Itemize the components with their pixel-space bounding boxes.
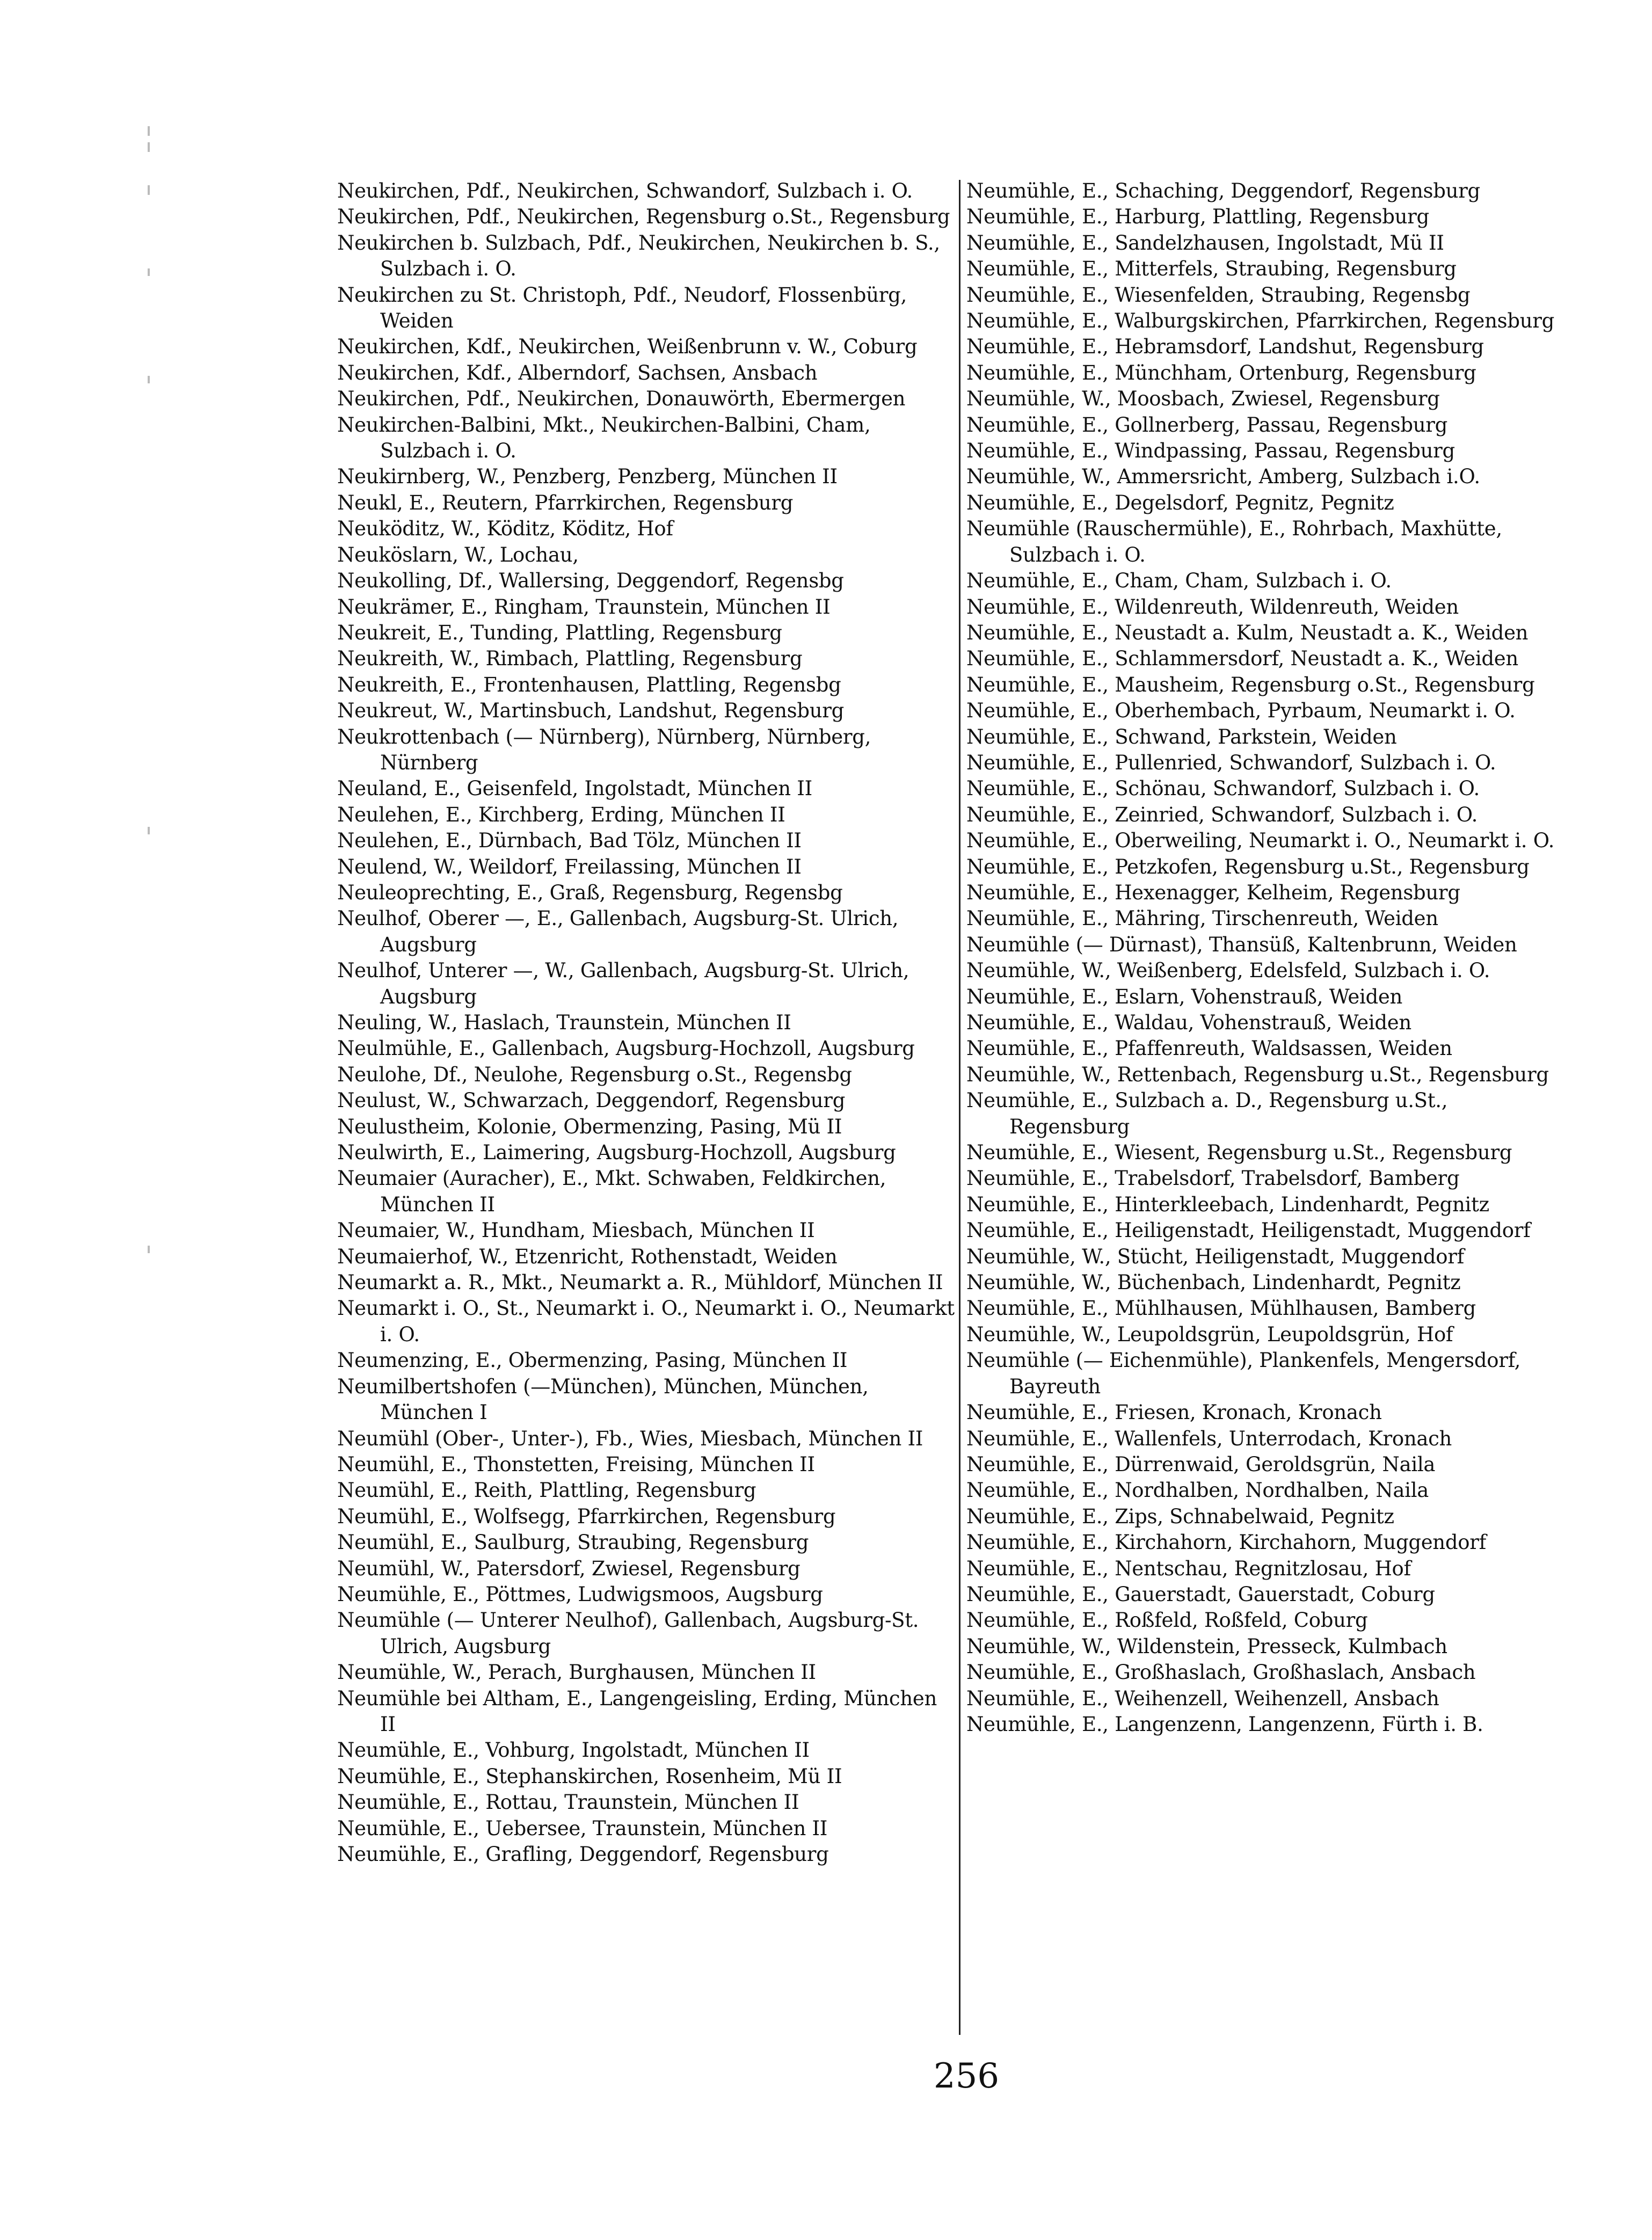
gazetteer-entry: Neumühle, E., Hexenagger, Kelheim, Regensburg: [966, 881, 1460, 904]
gazetteer-entry: Neumühl, E., Thonstetten, Freising, München II: [337, 1452, 815, 1476]
gazetteer-entry: Neukreit, E., Tunding, Plattling, Regensburg: [337, 621, 782, 644]
gazetteer-entry: Neumühle, E., Zeinried, Schwandorf, Sulzbach i. O.: [966, 803, 1478, 826]
column-divider: [959, 180, 960, 2035]
gazetteer-entry: Neulend, W., Weildorf, Freilassing, München II: [337, 855, 802, 878]
right-column: [966, 178, 1573, 1737]
gazetteer-entry: Neulustheim, Kolonie, Obermenzing, Pasing, Mü II: [337, 1115, 842, 1138]
gazetteer-entry: Neumühle, W., Perach, Burghausen, München II: [337, 1661, 816, 1684]
gazetteer-entry: Neumühle (— Dürnast), Thansüß, Kaltenbrunn, Weiden: [966, 933, 1517, 956]
gazetteer-entry: Neumühle, E., Wildenreuth, Wildenreuth, Weiden: [966, 595, 1459, 619]
gazetteer-entry: Neukirchen zu St. Christoph, Pdf., Neudorf, Flossenbürg, Weiden: [337, 283, 907, 333]
gazetteer-entry: Neumühle, E., Oberhembach, Pyrbaum, Neumarkt i. O.: [966, 699, 1516, 723]
gazetteer-entry: Neumenzing, E., Obermenzing, Pasing, München II: [337, 1349, 848, 1372]
gazetteer-entry: Neumühle, E., Friesen, Kronach, Kronach: [966, 1401, 1382, 1424]
gazetteer-entry: Neumühle, E., Nordhalben, Nordhalben, Naila: [966, 1479, 1429, 1502]
gazetteer-entry: Neuland, E., Geisenfeld, Ingolstadt, München II: [337, 777, 812, 801]
gazetteer-entry: Neumühle, W., Stücht, Heiligenstadt, Muggendorf: [966, 1245, 1465, 1268]
gazetteer-entry: Neulmühle, E., Gallenbach, Augsburg-Hochzoll, Augsburg: [337, 1037, 915, 1060]
gazetteer-entry: Neulehen, E., Kirchberg, Erding, München II: [337, 803, 785, 826]
gazetteer-entry: Neumühle, E., Vohburg, Ingolstadt, München II: [337, 1739, 810, 1762]
gazetteer-entry: Neumühl, W., Patersdorf, Zwiesel, Regensburg: [337, 1557, 800, 1580]
gazetteer-entry: Neumühle, E., Oberweiling, Neumarkt i. O., Neumarkt i. O.: [966, 829, 1555, 853]
gazetteer-entry: Neumühle, E., Rottau, Traunstein, München II: [337, 1791, 799, 1814]
gazetteer-entry: Neumühle, E., Dürrenwaid, Geroldsgrün, Naila: [966, 1452, 1436, 1476]
gazetteer-entry: Neumühle, W., Büchenbach, Lindenhardt, Pegnitz: [966, 1271, 1461, 1294]
margin-mark: [148, 142, 150, 152]
gazetteer-entry: Neulhof, Unterer —, W., Gallenbach, Augsburg-St. Ulrich, Augsburg: [337, 959, 909, 1008]
gazetteer-entry: Neumühle, E., Waldau, Vohenstrauß, Weiden: [966, 1011, 1411, 1034]
gazetteer-entry: Neumühle, E., Roßfeld, Roßfeld, Coburg: [966, 1609, 1368, 1632]
margin-mark: [148, 1246, 150, 1253]
gazetteer-entry: Neumühle, E., Neustadt a. Kulm, Neustadt a. K., Weiden: [966, 621, 1529, 644]
gazetteer-entry: Neumühle, E., Schaching, Deggendorf, Regensburg: [966, 179, 1480, 202]
gazetteer-entry: Neumühle, E., Pullenried, Schwandorf, Sulzbach i. O.: [966, 751, 1496, 774]
gazetteer-entry: Neumühle, E., Münchham, Ortenburg, Regensburg: [966, 361, 1476, 384]
gazetteer-entry: Neumühle, E., Trabelsdorf, Trabelsdorf, Bamberg: [966, 1167, 1460, 1190]
gazetteer-entry: Neumühle, E., Wiesenfelden, Straubing, Regensbg: [966, 283, 1471, 307]
gazetteer-entry: Neumühle, E., Heiligenstadt, Heiligenstadt, Muggendorf: [966, 1219, 1531, 1242]
gazetteer-entry: Neulhof, Oberer —, E., Gallenbach, Augsburg-St. Ulrich, Augsburg: [337, 907, 899, 956]
gazetteer-entry: Neumühle, E., Gauerstadt, Gauerstadt, Coburg: [966, 1582, 1435, 1606]
gazetteer-entry: Neumilbertshofen (—München), München, München, München I: [337, 1374, 869, 1424]
gazetteer-entry: Neukirchen, Kdf., Alberndorf, Sachsen, Ansbach: [337, 361, 818, 384]
gazetteer-entry: Neumaierhof, W., Etzenricht, Rothenstadt, Weiden: [337, 1245, 838, 1268]
gazetteer-entry: Neumühle, E., Stephanskirchen, Rosenheim, Mü II: [337, 1764, 842, 1788]
gazetteer-entry: Neuköditz, W., Köditz, Köditz, Hof: [337, 517, 673, 541]
gazetteer-entry: Neumühle, W., Ammersricht, Amberg, Sulzbach i.O.: [966, 465, 1480, 489]
gazetteer-entry: Neumühle, W., Moosbach, Zwiesel, Regensburg: [966, 387, 1440, 411]
gazetteer-entry: Neuling, W., Haslach, Traunstein, München II: [337, 1011, 791, 1034]
gazetteer-entry: Neumühle, E., Grafling, Deggendorf, Regensburg: [337, 1843, 829, 1866]
gazetteer-entry: Neulehen, E., Dürnbach, Bad Tölz, München II: [337, 829, 802, 853]
gazetteer-entry: Neumühle, E., Schwand, Parkstein, Weiden: [966, 725, 1397, 748]
gazetteer-entry: Neumühle, W., Wildenstein, Presseck, Kulmbach: [966, 1634, 1447, 1658]
gazetteer-entry: Neumühle, E., Wallenfels, Unterrodach, Kronach: [966, 1427, 1452, 1450]
gazetteer-entry: Neumühle, E., Langenzenn, Langenzenn, Fürth i. B.: [966, 1712, 1483, 1736]
gazetteer-entry: Neumühle, E., Zips, Schnabelwaid, Pegnitz: [966, 1504, 1394, 1528]
gazetteer-entry: Neumühle, E., Wiesent, Regensburg u.St., Regensburg: [966, 1141, 1512, 1165]
gazetteer-entry: Neukirchen, Pdf., Neukirchen, Regensburg o.St., Regensburg: [337, 205, 950, 229]
gazetteer-entry: Neumühle, E., Pöttmes, Ludwigsmoos, Augsburg: [337, 1582, 823, 1606]
gazetteer-entry: Neumühle, E., Nentschau, Regnitzlosau, Hof: [966, 1557, 1411, 1580]
gazetteer-entry: Neukreith, E., Frontenhausen, Plattling, Regensbg: [337, 673, 841, 696]
gazetteer-entry: Neumühle, E., Mühlhausen, Mühlhausen, Bamberg: [966, 1297, 1476, 1320]
gazetteer-entry: Neumaier, W., Hundham, Miesbach, München II: [337, 1219, 815, 1242]
gazetteer-entry: Neumühl, E., Reith, Plattling, Regensburg: [337, 1479, 756, 1502]
gazetteer-entry: Neumühl, E., Wolfsegg, Pfarrkirchen, Regensburg: [337, 1504, 836, 1528]
gazetteer-entry: Neumarkt i. O., St., Neumarkt i. O., Neumarkt i. O., Neumarkt i. O.: [337, 1297, 955, 1346]
gazetteer-entry: Neumühle bei Altham, E., Langengeisling, Erding, München II: [337, 1686, 937, 1736]
gazetteer-entry: Neumühl, E., Saulburg, Straubing, Regensburg: [337, 1531, 809, 1554]
margin-mark: [148, 268, 150, 276]
gazetteer-entry: Neumühle, E., Schönau, Schwandorf, Sulzbach i. O.: [966, 777, 1480, 801]
gazetteer-entry: Neumühle, W., Leupoldsgrün, Leupoldsgrün, Hof: [966, 1322, 1453, 1346]
gazetteer-entry: Neumühle, E., Hebramsdorf, Landshut, Regensburg: [966, 335, 1484, 359]
gazetteer-entry: Neuleoprechting, E., Graß, Regensburg, Regensbg: [337, 881, 843, 904]
gazetteer-entry: Neumühle, E., Eslarn, Vohenstrauß, Weiden: [966, 985, 1402, 1008]
gazetteer-entry: Neumühle, E., Kirchahorn, Kirchahorn, Muggendorf: [966, 1531, 1486, 1554]
left-column: [337, 178, 955, 1867]
gazetteer-entry: Neumühle, E., Sandelzhausen, Ingolstadt, Mü II: [966, 231, 1444, 254]
gazetteer-entry: Neumühle, W., Rettenbach, Regensburg u.St., Regensburg: [966, 1063, 1549, 1086]
gazetteer-entry: Neumühle, E., Mähring, Tirschenreuth, Weiden: [966, 907, 1438, 930]
gazetteer-entry: Neukreut, W., Martinsbuch, Landshut, Regensburg: [337, 699, 845, 723]
gazetteer-entry: Neulohe, Df., Neulohe, Regensburg o.St., Regensbg: [337, 1063, 852, 1086]
gazetteer-entry: Neumarkt a. R., Mkt., Neumarkt a. R., Mühldorf, München II: [337, 1271, 943, 1294]
gazetteer-entry: Neukreith, W., Rimbach, Plattling, Regensburg: [337, 647, 803, 671]
gazetteer-entry: Neumühle, E., Uebersee, Traunstein, München II: [337, 1816, 828, 1840]
gazetteer-entry: Neumühle, E., Großhaslach, Großhaslach, Ansbach: [966, 1661, 1476, 1684]
gazetteer-entry: Neukirchen b. Sulzbach, Pdf., Neukirchen, Neukirchen b. S., Sulzbach i. O.: [337, 231, 940, 281]
gazetteer-entry: Neumühle, E., Mausheim, Regensburg o.St., Regensburg: [966, 673, 1535, 696]
gazetteer-entry: Neumühle, E., Pfaffenreuth, Waldsassen, Weiden: [966, 1037, 1452, 1060]
gazetteer-entry: Neuköslarn, W., Lochau,: [337, 543, 579, 566]
gazetteer-entry: Neulwirth, E., Laimering, Augsburg-Hochzoll, Augsburg: [337, 1141, 896, 1165]
margin-mark: [148, 376, 150, 383]
gazetteer-entry: Neumühle, E., Weihenzell, Weihenzell, Ansbach: [966, 1686, 1439, 1710]
gazetteer-entry: Neumaier (Auracher), E., Mkt. Schwaben, Feldkirchen, München II: [337, 1167, 886, 1216]
margin-mark: [148, 827, 150, 834]
gazetteer-entry: Neukolling, Df., Wallersing, Deggendorf, Regensbg: [337, 569, 844, 593]
gazetteer-entry: Neumühle, E., Schlammersdorf, Neustadt a. K., Weiden: [966, 647, 1518, 671]
gazetteer-entry: Neumühle, E., Hinterkleebach, Lindenhardt, Pegnitz: [966, 1192, 1489, 1216]
gazetteer-entry: Neukirchen, Pdf., Neukirchen, Schwandorf, Sulzbach i. O.: [337, 179, 913, 202]
gazetteer-entry: Neumühle (Rauschermühle), E., Rohrbach, Maxhütte, Sulzbach i. O.: [966, 517, 1502, 566]
gazetteer-entry: Neumühle, E., Petzkofen, Regensburg u.St., Regensburg: [966, 855, 1530, 878]
gazetteer-entry: Neulust, W., Schwarzach, Deggendorf, Regensburg: [337, 1089, 846, 1112]
gazetteer-entry: Neukrämer, E., Ringham, Traunstein, München II: [337, 595, 831, 619]
margin-mark: [148, 126, 150, 136]
gazetteer-entry: Neumühle (— Eichenmühle), Plankenfels, Mengersdorf, Bayreuth: [966, 1349, 1521, 1398]
gazetteer-entry: Neumühle, E., Walburgskirchen, Pfarrkirchen, Regensburg: [966, 309, 1555, 333]
gazetteer-entry: Neukrottenbach (— Nürnberg), Nürnberg, Nürnberg, Nürnberg: [337, 725, 871, 774]
gazetteer-entry: Neumühle, W., Weißenberg, Edelsfeld, Sulzbach i. O.: [966, 959, 1490, 983]
gazetteer-entry: Neumühle (— Unterer Neulhof), Gallenbach, Augsburg-St. Ulrich, Augsburg: [337, 1609, 919, 1658]
gazetteer-entry: Neumühl (Ober-, Unter-), Fb., Wies, Miesbach, München II: [337, 1427, 923, 1450]
gazetteer-entry: Neukirchen-Balbini, Mkt., Neukirchen-Balbini, Cham, Sulzbach i. O.: [337, 413, 871, 463]
margin-mark: [148, 185, 150, 195]
gazetteer-entry: Neumühle, E., Windpassing, Passau, Regensburg: [966, 439, 1455, 463]
page-number: 256: [933, 2056, 1000, 2096]
gazetteer-entry: Neumühle, E., Degelsdorf, Pegnitz, Pegnitz: [966, 491, 1394, 514]
gazetteer-entry: Neukirchen, Kdf., Neukirchen, Weißenbrunn v. W., Coburg: [337, 335, 918, 359]
gazetteer-entry: Neumühle, E., Cham, Cham, Sulzbach i. O.: [966, 569, 1392, 593]
gazetteer-entry: Neumühle, E., Sulzbach a. D., Regensburg u.St., Regensburg: [966, 1089, 1448, 1138]
gazetteer-entry: Neumühle, E., Harburg, Plattling, Regensburg: [966, 205, 1429, 229]
gazetteer-entry: Neumühle, E., Gollnerberg, Passau, Regensburg: [966, 413, 1447, 437]
gazetteer-entry: Neukl, E., Reutern, Pfarrkirchen, Regensburg: [337, 491, 794, 514]
gazetteer-entry: Neumühle, E., Mitterfels, Straubing, Regensburg: [966, 257, 1457, 281]
gazetteer-entry: Neukirchen, Pdf., Neukirchen, Donauwörth, Ebermergen: [337, 387, 906, 411]
gazetteer-entry: Neukirnberg, W., Penzberg, Penzberg, München II: [337, 465, 838, 489]
